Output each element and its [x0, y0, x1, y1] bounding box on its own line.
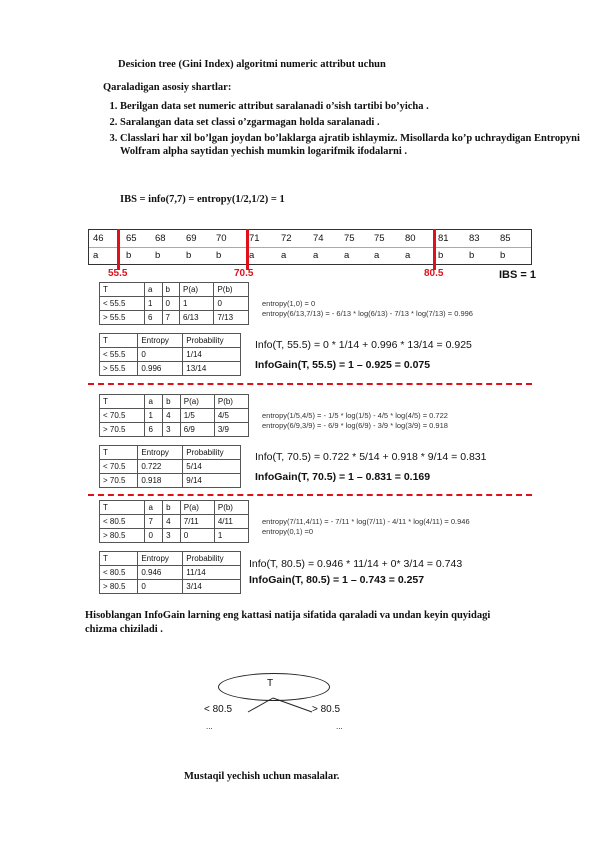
conditions-heading: Qaraladigan asosiy shartlar:: [103, 82, 232, 93]
table-cell: Entropy: [138, 552, 183, 566]
table-cell: 4: [163, 409, 181, 423]
table-cell: P(b): [214, 283, 249, 297]
table-cell: T: [100, 334, 138, 348]
table-cell: > 55.5: [100, 362, 138, 376]
split-line-55: [117, 229, 120, 270]
table-cell: T: [100, 446, 138, 460]
table-cell: 1: [179, 297, 213, 311]
table-cell: 6/9: [180, 423, 214, 437]
table-cell: < 55.5: [100, 348, 138, 362]
entropy-formula: entropy(0,1) =0: [262, 527, 314, 536]
strip-value: 75: [344, 233, 355, 244]
table-cell: T: [100, 283, 145, 297]
table-cell: Probability: [183, 552, 241, 566]
table-cell: 1/14: [183, 348, 241, 362]
table-cell: P(b): [214, 501, 248, 515]
table-cell: P(a): [179, 283, 213, 297]
info-formula: Info(T, 70.5) = 0.722 * 5/14 + 0.918 * 9/14 = 0.831: [255, 451, 487, 463]
strip-class: a: [344, 250, 350, 261]
table-cell: 0: [138, 348, 183, 362]
strip-class: b: [438, 250, 444, 261]
table-cell: T: [100, 501, 145, 515]
split-label: 80.5: [424, 268, 444, 279]
table-cell: b: [162, 283, 179, 297]
split-table-counts: [99, 394, 249, 437]
ibs-badge: IBS = 1: [499, 269, 536, 281]
tree-right-branch-label: > 80.5: [312, 704, 341, 715]
strip-value: 69: [186, 233, 197, 244]
table-cell: 6: [145, 423, 163, 437]
strip-class: b: [216, 250, 222, 261]
condition-item: 1. Berilgan data set numeric attribut saralanadi o’sish tartibi bo’yicha .: [120, 100, 590, 113]
table-cell: > 70.5: [100, 474, 138, 488]
strip-class: a: [405, 250, 411, 261]
section-footer-heading: Mustaqil yechish uchun masalalar.: [184, 771, 340, 782]
table-cell: 5/14: [183, 460, 241, 474]
info-formula: Info(T, 55.5) = 0 * 1/14 + 0.996 * 13/14 = 0.925: [255, 339, 472, 351]
entropy-formula: entropy(6/9,3/9) = - 6/9 * log(6/9) - 3/9 * log(3/9) = 0.918: [262, 421, 448, 430]
table-cell: 4: [163, 515, 181, 529]
section-divider: [88, 494, 532, 496]
table-cell: P(b): [214, 395, 248, 409]
infogain-formula: InfoGain(T, 70.5) = 1 – 0.831 = 0.169: [255, 471, 431, 483]
split-table-counts: [99, 500, 249, 543]
info-formula: Info(T, 80.5) = 0.946 * 11/14 + 0* 3/14 = 0.743: [249, 558, 463, 570]
table-cell: a: [145, 283, 162, 297]
table-cell: a: [145, 501, 163, 515]
table-cell: > 55.5: [100, 311, 145, 325]
table-cell: b: [163, 501, 181, 515]
table-cell: 6/13: [179, 311, 213, 325]
table-cell: a: [145, 395, 163, 409]
table-cell: b: [163, 395, 181, 409]
table-cell: 0: [214, 297, 249, 311]
split-table-entropy: [99, 551, 241, 594]
condition-item: 2. Saralangan data set classi o’zgarmagan holda saralanadi .: [120, 116, 590, 129]
conclusion-text: Hisoblangan InfoGain larning eng kattasi natija sifatida qaraladi va undan keyin quyidagi chizma chiziladi .: [85, 610, 491, 635]
table-cell: 0.722: [138, 460, 183, 474]
strip-class: b: [469, 250, 475, 261]
table-cell: 1: [214, 529, 248, 543]
table-cell: > 80.5: [100, 580, 138, 594]
strip-value: 71: [249, 233, 260, 244]
table-cell: 4/11: [214, 515, 248, 529]
table-cell: Probability: [183, 334, 241, 348]
split-table-entropy: [99, 333, 241, 376]
split-table-entropy: [99, 445, 241, 488]
table-cell: < 70.5: [100, 409, 145, 423]
ibs-formula: IBS = info(7,7) = entropy(1/2,1/2) = 1: [120, 194, 285, 205]
table-cell: 1: [145, 409, 163, 423]
table-cell: 3: [163, 529, 181, 543]
table-cell: 11/14: [183, 566, 241, 580]
split-line-70: [246, 229, 249, 270]
split-label: 55.5: [108, 268, 128, 279]
table-cell: 7: [162, 311, 179, 325]
table-cell: P(a): [180, 501, 214, 515]
strip-class: a: [249, 250, 255, 261]
table-cell: Entropy: [138, 334, 183, 348]
table-cell: 3: [163, 423, 181, 437]
table-cell: T: [100, 395, 145, 409]
table-cell: 0: [180, 529, 214, 543]
table-cell: < 80.5: [100, 515, 145, 529]
entropy-formula: entropy(1,0) = 0: [262, 299, 316, 308]
condition-item: 3. Classlari har xil bo’lgan joydan bo’laklarga ajratib ishlaymiz. Misollarda ko’p uchraydigan Entropyni Wolfram alpha saytidan yechish mumkin logarifmik ifodalarni .: [120, 132, 590, 158]
table-cell: 0: [145, 529, 163, 543]
table-cell: 7/11: [180, 515, 214, 529]
table-cell: < 55.5: [100, 297, 145, 311]
infogain-formula: InfoGain(T, 80.5) = 1 – 0.743 = 0.257: [249, 574, 425, 586]
infogain-formula: InfoGain(T, 55.5) = 1 – 0.925 = 0.075: [255, 359, 431, 371]
table-cell: 3/14: [183, 580, 241, 594]
table-cell: 3/9: [214, 423, 248, 437]
table-cell: 0.918: [138, 474, 183, 488]
strip-class: b: [155, 250, 161, 261]
table-cell: > 70.5: [100, 423, 145, 437]
strip-class: b: [126, 250, 132, 261]
table-cell: P(a): [180, 395, 214, 409]
table-cell: T: [100, 552, 138, 566]
entropy-formula: entropy(6/13,7/13) = - 6/13 * log(6/13) - 7/13 * log(7/13) = 0.996: [262, 309, 473, 318]
strip-value: 85: [500, 233, 511, 244]
table-cell: Entropy: [138, 446, 183, 460]
strip-class: a: [93, 250, 99, 261]
table-cell: 0.946: [138, 566, 183, 580]
table-cell: 4/5: [214, 409, 248, 423]
sorted-data-strip: [88, 229, 532, 265]
strip-value: 68: [155, 233, 166, 244]
tree-right-child: ...: [336, 722, 343, 731]
strip-value: 70: [216, 233, 227, 244]
table-cell: 0: [138, 580, 183, 594]
table-cell: > 80.5: [100, 529, 145, 543]
entropy-formula: entropy(1/5,4/5) = - 1/5 * log(1/5) - 4/5 * log(4/5) = 0.722: [262, 411, 448, 420]
tree-left-branch-label: < 80.5: [204, 704, 233, 715]
tree-root-label: T: [267, 678, 274, 689]
strip-class: b: [186, 250, 192, 261]
table-cell: 1: [145, 297, 162, 311]
table-cell: 1/5: [180, 409, 214, 423]
strip-class: b: [500, 250, 506, 261]
tree-left-child: ...: [206, 722, 213, 731]
split-table-counts: [99, 282, 249, 325]
entropy-formula: entropy(7/11,4/11) = - 7/11 * log(7/11) - 4/11 * log(4/11) = 0.946: [262, 517, 470, 526]
conditions-list: [96, 100, 590, 161]
section-divider: [88, 383, 532, 385]
split-line-80: [433, 229, 436, 270]
strip-value: 74: [313, 233, 324, 244]
table-cell: 0: [162, 297, 179, 311]
strip-class: a: [313, 250, 319, 261]
table-cell: 7/13: [214, 311, 249, 325]
table-cell: 6: [145, 311, 162, 325]
table-cell: < 80.5: [100, 566, 138, 580]
table-cell: < 70.5: [100, 460, 138, 474]
page-title: Desicion tree (Gini Index) algoritmi numeric attribut uchun: [118, 59, 386, 70]
strip-class: a: [374, 250, 380, 261]
table-cell: 0.996: [138, 362, 183, 376]
split-label: 70.5: [234, 268, 254, 279]
table-cell: Probability: [183, 446, 241, 460]
strip-value: 80: [405, 233, 416, 244]
strip-value: 81: [438, 233, 449, 244]
table-cell: 9/14: [183, 474, 241, 488]
strip-value: 65: [126, 233, 137, 244]
strip-value: 46: [93, 233, 104, 244]
table-cell: 13/14: [183, 362, 241, 376]
table-cell: 7: [145, 515, 163, 529]
strip-value: 72: [281, 233, 292, 244]
strip-value: 83: [469, 233, 480, 244]
strip-value: 75: [374, 233, 385, 244]
strip-class: a: [281, 250, 287, 261]
